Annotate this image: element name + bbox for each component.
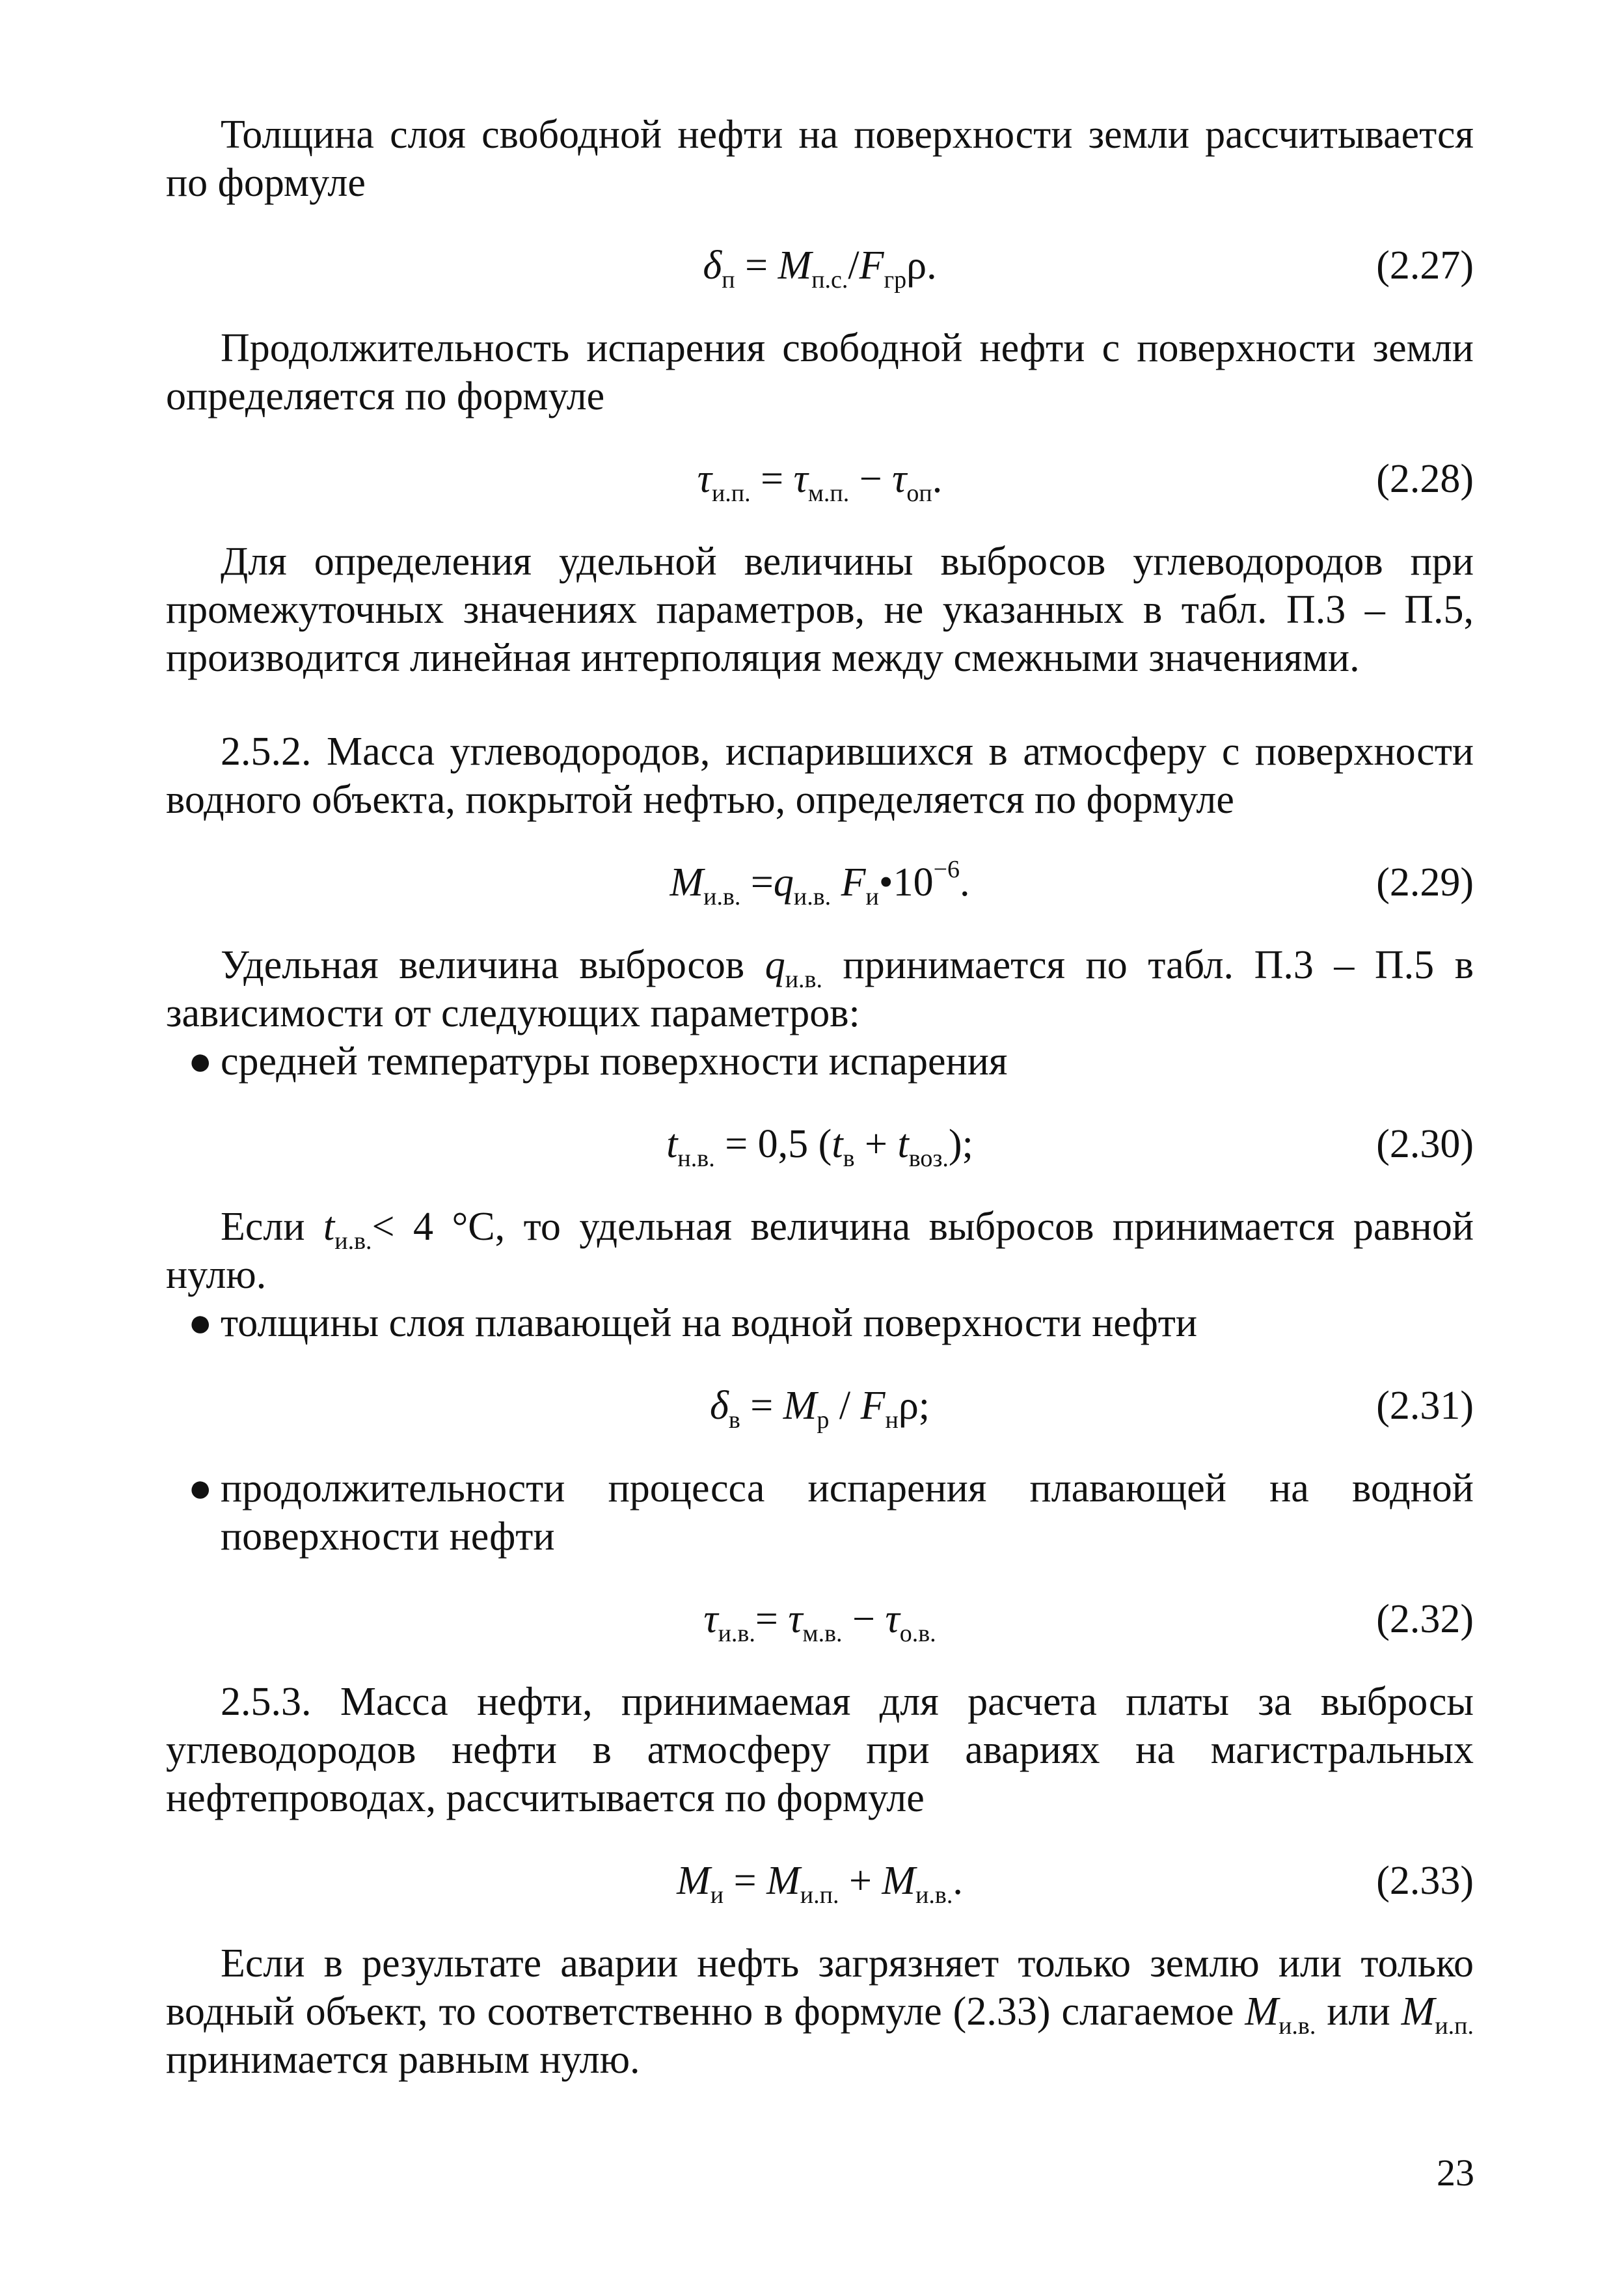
formula-2-32 [166, 1587, 1474, 1652]
formula-expression: $\tau_{и.в.}= \tau_{м.в.} - \tau_{о.в.}$ [703, 1597, 936, 1647]
paragraph-interpolation: Для определения удельной величины выбросов углеводородов при промежуточных значениях параметров, не указанных в табл. П.3 – П.5, производится линейная интерполяция между смежными значениями. [166, 540, 1474, 680]
bullet-layer-thickness: ● толщины слоя плавающей на водной поверхности нефти [166, 1299, 1474, 1347]
document-body [166, 111, 1474, 2084]
formula-number: (2.27) [1376, 243, 1474, 288]
bullet-process-duration: ● продолжительности процесса испарения плавающей на водной поверхности нефти [166, 1464, 1474, 1561]
formula-expression: $t_{н.в.} = 0,5$ $(t_в + t_{воз.})$; [666, 1122, 973, 1172]
paragraph-2-5-2: 2.5.2. Масса углеводородов, испарившихся в атмосферу с поверхности водного объекта, покрытой нефтью, определяется по формуле [166, 730, 1474, 822]
paragraph-accident-condition: Если в результате аварии нефть загрязняет только землю или только водный объект, то соответственно в формуле (2.33) слагаемое $M_{и.в.}$ или $M_{и.п.}$ принимается равным нулю. [166, 1941, 1474, 2082]
formula-expression: $M_{и.в.} =q_{и.в.}$ $F_и•10^{-6}$. [670, 856, 970, 910]
paragraph-specific-emission: Удельная величина выбросов $q_{и.в.}$ принимается по табл. П.3 – П.5 в зависимости от следующих параметров: [166, 943, 1474, 1035]
formula-2-29 [166, 850, 1474, 915]
formula-expression: $M_и = M_{и.п.} + M_{и.в.}$. [677, 1859, 963, 1909]
paragraph-oil-thickness: Толщина слоя свободной нефти на поверхности земли рассчитывается по формуле [166, 113, 1474, 205]
bullet-icon: ● [188, 1466, 213, 1511]
formula-number: (2.30) [1376, 1122, 1474, 1166]
paragraph-temperature-condition: Если $t_{и.в.}< 4$ °С, то удельная величина выбросов принимается равной нулю. [166, 1205, 1474, 1297]
bullet-icon: ● [188, 1301, 213, 1345]
formula-2-30 [166, 1112, 1474, 1177]
paragraph-evaporation-duration: Продолжительность испарения свободной нефти с поверхности земли определяется по формуле [166, 326, 1474, 418]
page-number: 23 [1437, 2152, 1474, 2194]
bullet-temperature: ● средней температуры поверхности испарения [166, 1037, 1474, 1086]
bullet-icon: ● [188, 1039, 213, 1084]
formula-2-31 [166, 1373, 1474, 1438]
formula-number: (2.32) [1376, 1597, 1474, 1641]
formula-expression: $\delta_в = M_р / F_н\rho$; [709, 1384, 930, 1434]
formula-number: (2.28) [1376, 457, 1474, 501]
formula-number: (2.29) [1376, 860, 1474, 905]
formula-number: (2.33) [1376, 1859, 1474, 1903]
formula-2-33 [166, 1848, 1474, 1913]
formula-2-27 [166, 233, 1474, 298]
paragraph-2-5-3: 2.5.3. Масса нефти, принимаемая для расчета платы за выбросы углеводородов нефти в атмосферу при авариях на магистральных нефтепроводах, рассчитывается по формуле [166, 1680, 1474, 1820]
formula-expression: $\delta_п = M_{п.с.}/F_{гр}\rho$. [703, 243, 937, 294]
formula-number: (2.31) [1376, 1384, 1474, 1428]
formula-2-28 [166, 446, 1474, 512]
formula-expression: $\tau_{и.п.} = \tau_{м.п.} - \tau_{оп}$. [697, 457, 943, 507]
